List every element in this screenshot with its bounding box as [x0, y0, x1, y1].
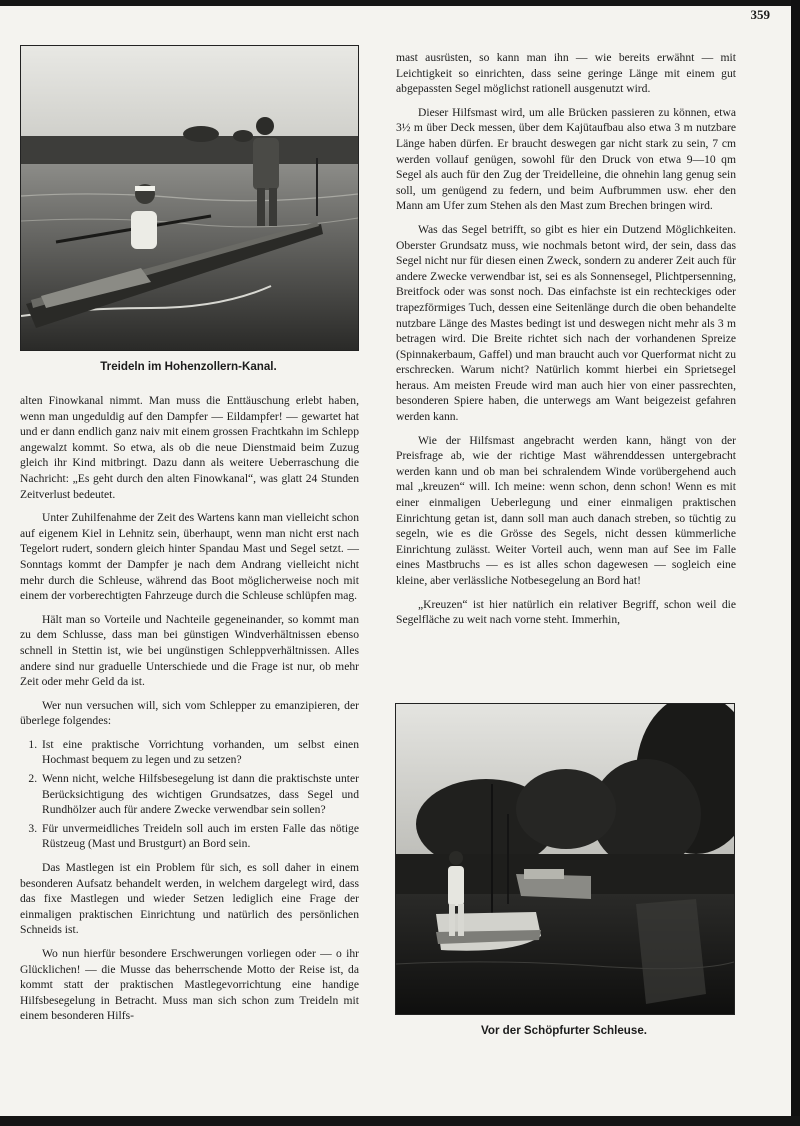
scan-right-edge — [791, 0, 800, 1126]
figure-caption-bottom: Vor der Schöpfurter Schleuse. — [480, 1024, 647, 1037]
list-item: 3. Für unvermeidliches Treideln soll auch im ersten Falle das nötige Rüstzeug (Mast und Brustgurt) an Bord sein. — [40, 821, 359, 852]
page-number: 359 — [750, 7, 770, 22]
paragraph: Dieser Hilfsmast wird, um alle Brücken passieren zu können, etwa 3½ m über Deck messen, über dem Kajütaufbau also etwa 3 m nutzbare Länge haben dürfen. Er braucht deswegen gar nicht stark zu sein, 7 cm werden vollauf genügen, sowohl für den Druck von etwa 9—10 qm Segel als auch für den Zug der Treidelleine, die ohnehin lang genug sein soll, um genügend zu federn, und beim Aufbrummen usw. eher den Mann am Ufer zum Stehen als den Mast zum Brechen bringen wird. — [396, 105, 736, 213]
paragraph: „Kreuzen“ ist hier natürlich ein relativer Begriff, schon weil die Segelfläche zu weit nach vorne steht. Immerhin, — [396, 597, 736, 627]
paragraph: Wo nun hierfür besondere Erschwerungen vorliegen oder — o ihr Glücklichen! — die Musse das beherrschende Motto der Reise ist, da kommt statt der praktischen Mastlegevorrichtung eine handige Hilfsbesegelung in Betracht. Muss man sich schon zum Treideln mit einem besonderen Hilfs- — [20, 947, 359, 1023]
figure-caption-top: Treideln im Hohenzollern-Kanal. — [100, 360, 277, 373]
paragraph: Das Mastlegen ist ein Problem für sich, es soll daher in einem besonderen Aufsatz behandelt werden, in welchem dargelegt wird, dass das fixe Mastlegen und wieder Setzen lediglich eine Frage der einmaligen praktischen Einrichtung und natürlich des persönlichen Schneids ist. — [20, 861, 359, 937]
question-list — [20, 737, 359, 852]
paragraph: alten Finowkanal nimmt. Man muss die Enttäuschung erlebt haben, wenn man ungeduldig auf den Dampfer — Eildampfer! — gewartet hat und er dann endlich ganz naiv mit einem grossen Frachtkahn im Schlepp angewalzt kommt. So etwa, als ob die neue Dienstmaid beim Zuzug gleich ihr Kind mitbringt. Dazu dann als weitere Ueberraschung die Nachricht: „Es geht durch den alten Finowkanal“, was glatt 24 Stunden Zeitverlust bedeutet. — [20, 394, 359, 501]
photo-towing-boat — [20, 45, 359, 351]
paragraph: Unter Zuhilfenahme der Zeit des Wartens kann man vielleicht schon auf eigenem Kiel in Lehnitz sein, überhaupt, wenn man nicht erst nach Tegelort rudert, sondern gleich hinter Spandau Mast und Segel setzt. — Sonntags kommt der Dampfer je nach dem Andrang vielleicht nicht mehr durch die Schleuse, während das Boot möglicherweise noch mit einem der vorberechtigten Fahrzeuge durch die Schleuse schlüpfen mag. — [20, 511, 359, 603]
paragraph: Wie der Hilfsmast angebracht werden kann, hängt von der Preisfrage ab, wie der richtige Mast währenddessen untergebracht werden kann und ob man bei schralendem Winde vorübergehend auch mal „kreuzen“ will. Ich meine: wenn schon, denn schon! Wenn es mit einer einmaligen Ueberlegung und einer einmaligen praktischen Einrichtung getan ist, dann soll man auch danach streben, so tüchtig zu segeln, wie es die Grösse des Segels, nicht dessen kümmerliche Einrichtung zulässt. Weiter Vorteil auch, wenn man auf See im Falle eines Mastbruchs — es ist alles schon dagewesen — sogleich eine kleine, aber verlässliche Notbesegelung an Bord hat! — [396, 433, 736, 587]
list-item: 2. Wenn nicht, welche Hilfsbesegelung ist dann die praktischste unter Berücksichtigung des wichtigen Grundsatzes, dass Segel und Rundhölzer auch für andere Zwecke verwendbar sein sollen? — [40, 771, 359, 818]
paragraph: mast ausrüsten, so kann man ihn — wie bereits erwähnt — mit Leichtigkeit so einrichten, dass seine geringe Länge mit einem gut abgepassten Segel möglichst rationell ausgenutzt wird. — [396, 51, 736, 96]
paragraph: Wer nun versuchen will, sich vom Schlepper zu emanzipieren, der überlege folgendes: — [20, 698, 359, 728]
photo-lock-boat — [395, 703, 735, 1015]
paragraph: Was das Segel betrifft, so gibt es hier ein Dutzend Möglichkeiten. Oberster Grundsatz muss, wie nochmals betont wird, der sein, dass das Segel nicht nur für diesen einen Zweck, sondern zu anderer Zeit auch für andere Zwecke verwendbar ist, sei es als Sonnensegel, Plichtpersenning, Breitfock oder was sonst noch. Das einfachste ist ein rechteckiges oder trapezförmiges Tuch, dessen eine Seitenlänge durch die oben behandelte nutzbare Länge des Mastes bedingt ist und deswegen nicht mehr als 3 m betragen wird. Die Breite richtet sich nach der vorhandenen Spreize (Spinnakerbaum, Gaffel) und man braucht auch vor Querformat nicht zu erschrecken. Warum nicht? Natürlich kommt hierbei ein Sprietsegel heraus. Am meisten Freude wird man auch hier von einer passrechten, besonderen Spiere haben, die unterwegs am Want beigezeist gefahren werden kann. — [396, 222, 736, 424]
list-item: 1. Ist eine praktische Vorrichtung vorhanden, um selbst einen Hochmast bequem zu legen und zu setzen? — [40, 737, 359, 768]
scan-bottom-edge — [0, 1116, 800, 1126]
scan-top-edge — [0, 0, 800, 6]
right-column — [396, 50, 736, 636]
left-column — [20, 393, 359, 1032]
paragraph: Hält man so Vorteile und Nachteile gegeneinander, so kommt man zu dem Schlusse, dass man bei günstigen Windverhältnissen ebenso schnell in Stettin ist, wie bei ungünstigen Schleppverhältnissen. Alles andere sind nur graduelle Unterschiede und die Frage ist nur, ob mehr Zeit oder mehr Geld da ist. — [20, 612, 359, 689]
